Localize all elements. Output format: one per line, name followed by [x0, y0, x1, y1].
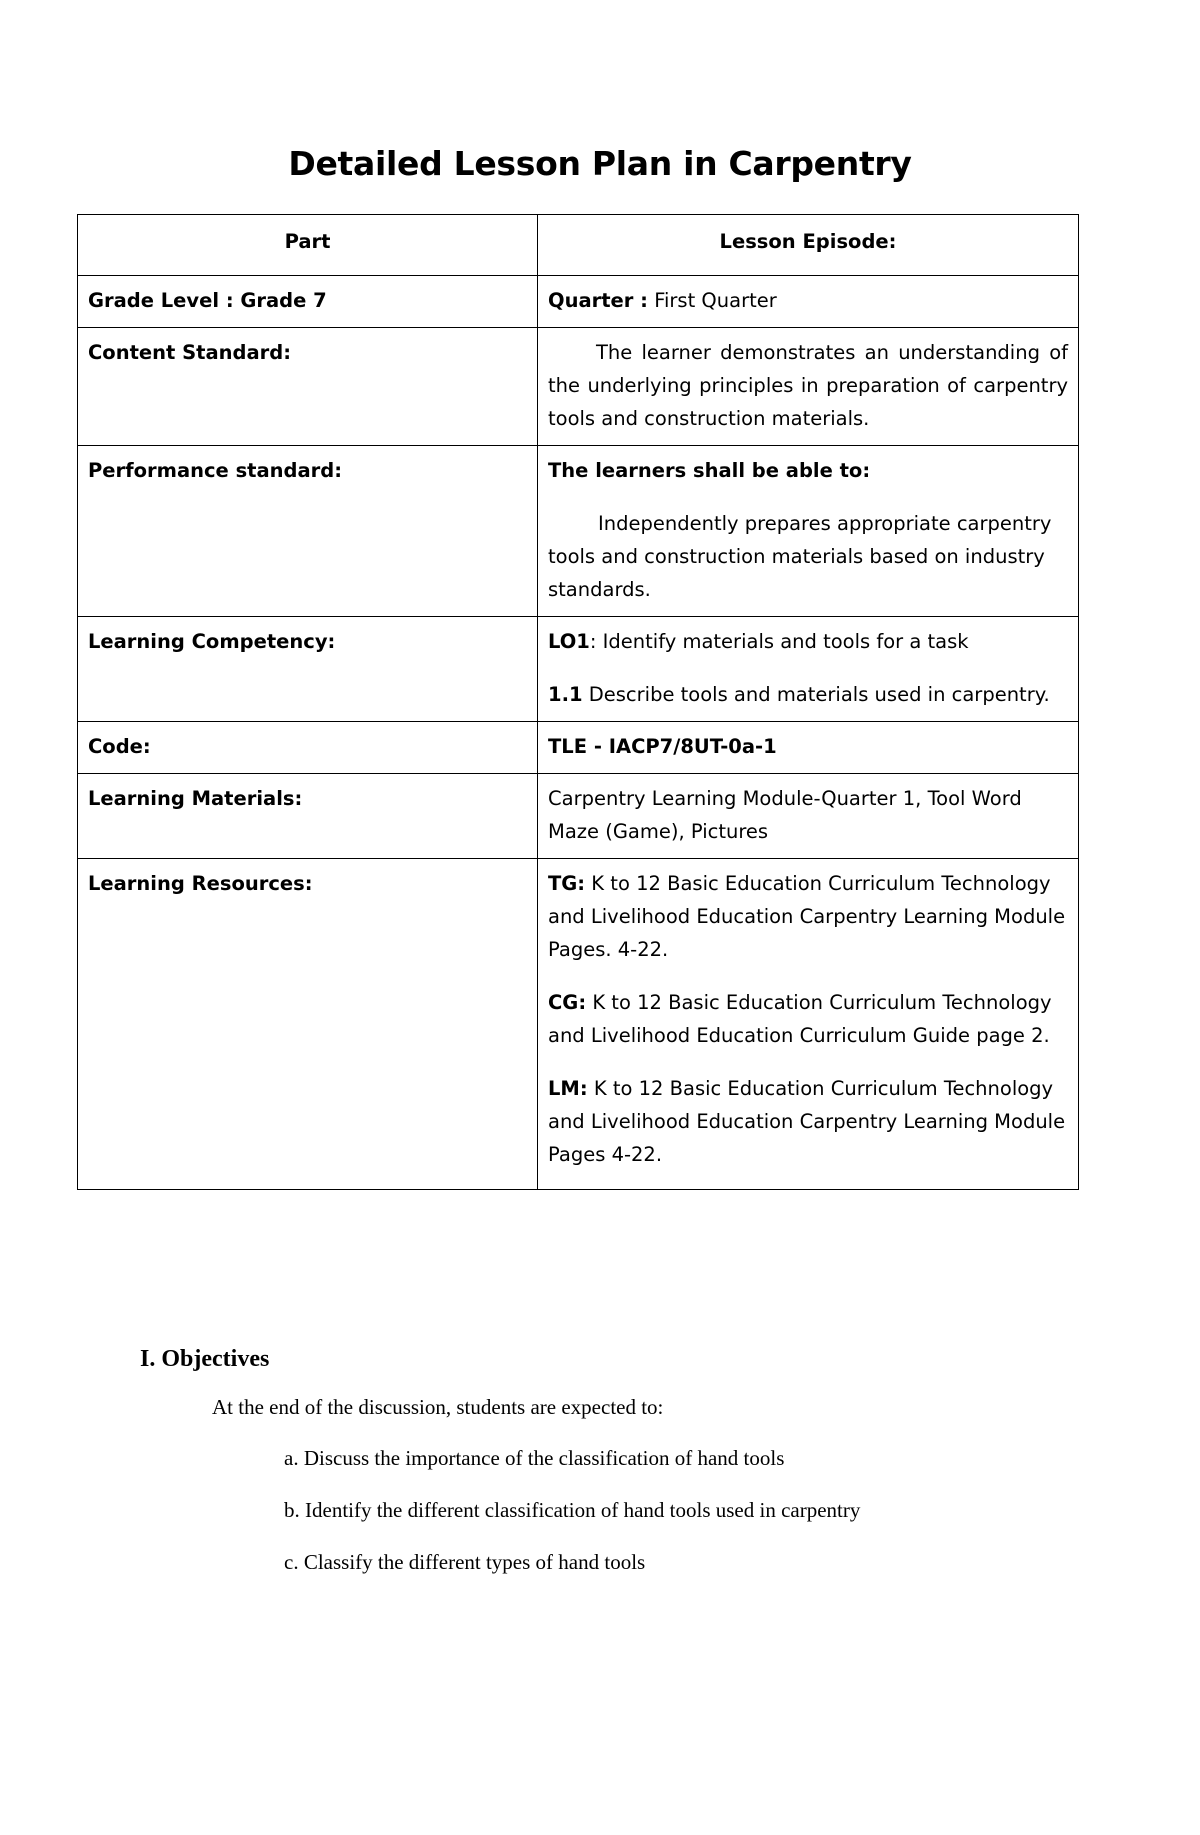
learning-resources-label: Learning Resources: — [78, 859, 538, 1190]
quarter-value: First Quarter — [648, 289, 777, 312]
quarter-cell — [538, 276, 1079, 328]
header-lesson-episode: Lesson Episode: — [538, 215, 1079, 276]
learning-materials-value: Carpentry Learning Module-Quarter 1, Tool Word Maze (Game), Pictures — [538, 774, 1079, 859]
content-standard-label: Content Standard: — [78, 328, 538, 446]
table-row-learning-materials — [78, 774, 1079, 859]
learning-competency-cell — [538, 617, 1079, 722]
resource-lm-text: K to 12 Basic Education Curriculum Technology and Livelihood Education Carpentry Learning Module Pages 4-22. — [548, 1077, 1066, 1166]
performance-standard-text: Independently prepares appropriate carpentry tools and construction materials based on industry standards. — [548, 512, 1052, 601]
resource-tg — [548, 867, 1068, 966]
content-standard-cell — [538, 328, 1079, 446]
objectives-heading: I. Objectives — [140, 1346, 270, 1372]
performance-standard-cell — [538, 446, 1079, 617]
objective-item: a. Discuss the importance of the classification of hand tools — [284, 1446, 785, 1470]
resource-cg — [548, 986, 1068, 1052]
objective-item: b. Identify the different classification of hand tools used in carpentry — [284, 1498, 861, 1522]
code-value: TLE - IACP7/8UT-0a-1 — [538, 722, 1079, 774]
lo1-label: LO1 — [548, 630, 590, 653]
quarter-label: Quarter : — [548, 289, 648, 312]
code-label: Code: — [78, 722, 538, 774]
content-standard-text: The learner demonstrates an understanding of the underlying principles in preparation of carpentry tools and construction materials. — [548, 341, 1068, 430]
competency-item-text: Describe tools and materials used in carpentry. — [582, 683, 1050, 706]
objective-item: c. Classify the different types of hand tools — [284, 1550, 646, 1574]
objectives-intro: At the end of the discussion, students are expected to: — [212, 1395, 664, 1419]
table-header-row — [78, 215, 1079, 276]
grade-level-label: Grade Level : Grade 7 — [78, 276, 538, 328]
resource-lm-label: LM: — [548, 1077, 588, 1100]
learning-resources-cell — [538, 859, 1079, 1190]
lesson-plan-table — [77, 214, 1079, 1190]
table-row-grade-level — [78, 276, 1079, 328]
page-title: Detailed Lesson Plan in Carpentry — [288, 144, 912, 183]
resource-cg-text: K to 12 Basic Education Curriculum Technology and Livelihood Education Curriculum Guide page 2. — [548, 991, 1052, 1047]
resource-lm — [548, 1072, 1068, 1171]
learning-materials-label: Learning Materials: — [78, 774, 538, 859]
learning-competency-label: Learning Competency: — [78, 617, 538, 722]
resource-tg-label: TG: — [548, 872, 586, 895]
objectives-section — [140, 1346, 1100, 1602]
header-part: Part — [78, 215, 538, 276]
lo1-text: : Identify materials and tools for a task — [589, 630, 969, 653]
competency-item-label: 1.1 — [548, 683, 583, 706]
competency-item-line — [548, 678, 1068, 711]
table-row-content-standard — [78, 328, 1079, 446]
table-row-learning-resources — [78, 859, 1079, 1190]
resource-cg-label: CG: — [548, 991, 587, 1014]
table-row-learning-competency — [78, 617, 1079, 722]
performance-standard-label: Performance standard: — [78, 446, 538, 617]
resource-tg-text: K to 12 Basic Education Curriculum Technology and Livelihood Education Carpentry Learning Module Pages. 4-22. — [548, 872, 1066, 961]
table-row-code — [78, 722, 1079, 774]
table-row-performance-standard — [78, 446, 1079, 617]
lo1-line — [548, 625, 1068, 658]
objectives-list — [140, 1446, 1100, 1575]
performance-standard-heading: The learners shall be able to: — [548, 459, 871, 482]
